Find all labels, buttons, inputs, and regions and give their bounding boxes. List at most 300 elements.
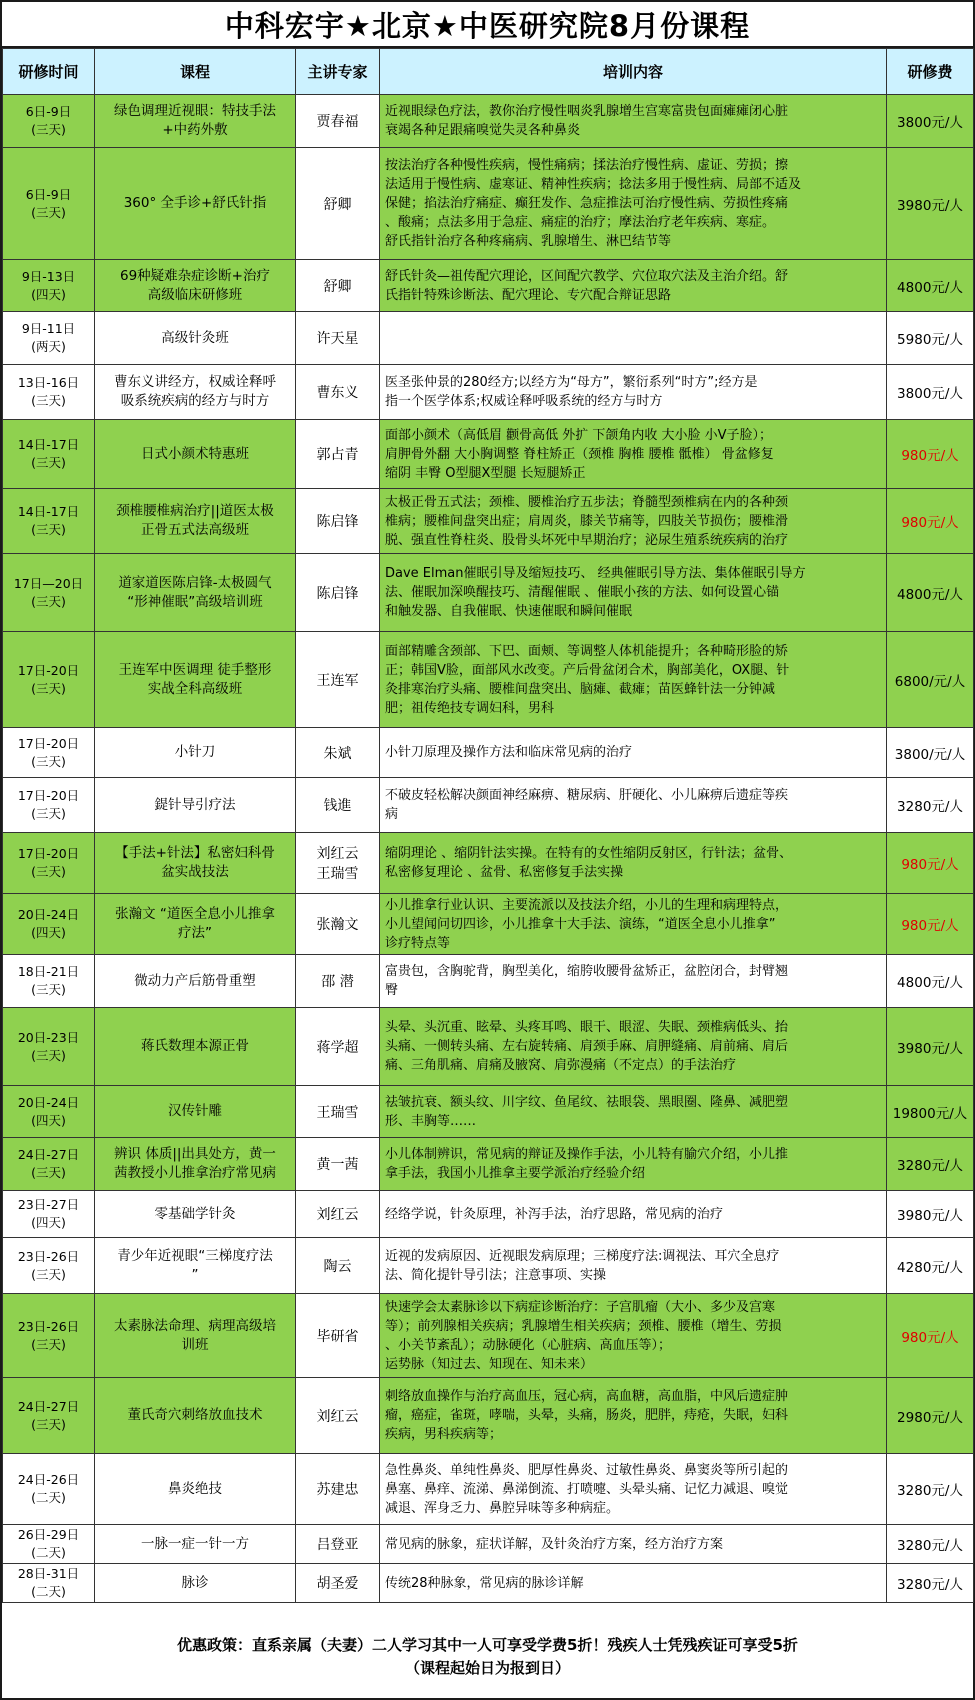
table-row: [3, 1378, 974, 1454]
expert-cell: [296, 1454, 380, 1525]
course-date-range: 26日-29日: [17, 1527, 80, 1542]
course-name-line: 王连军中医调理 徒手整形: [118, 661, 272, 678]
training-content-cell: [380, 955, 887, 1008]
expert-name: 王连军: [316, 672, 359, 689]
course-name-cell: [95, 1525, 296, 1564]
training-content-line: 法、催眠加深唤醒技巧、清醒催眠 、催眠小孩的方法、如何设置心锚: [385, 585, 780, 600]
course-date-range: 13日-16日: [17, 375, 80, 390]
course-name-line: “形神催眠”高级培训班: [127, 593, 263, 610]
expert-name: 曹东义: [316, 385, 359, 401]
course-name-cell: [95, 554, 296, 632]
expert-cell: [296, 554, 380, 632]
training-content-line: 小儿体制辨识，常见病的辩证及操作手法，小儿特有腧穴介绍，小儿推: [385, 1147, 789, 1162]
training-content-line: 鼻塞、鼻痒、流涕、鼻涕倒流、打喷嚏、头晕头痛、记忆力减退、嗅觉: [385, 1481, 789, 1497]
expert-name: 舒卿: [323, 278, 352, 295]
course-date-cell: [3, 1564, 95, 1603]
training-content-cell: [380, 1238, 887, 1294]
expert-cell: [296, 632, 380, 728]
start-date-note: （课程起始日为报到日）: [404, 1658, 570, 1677]
table-row: [3, 1525, 974, 1564]
training-content-line: 经络学说，针灸原理，补泻手法，治疗思路，常见病的治疗: [385, 1206, 724, 1222]
expert-name: 陈启锋: [316, 514, 359, 530]
course-name-line: 实战全科高级班: [147, 680, 243, 697]
training-content-line: 常见病的脉象，症状详解，及针灸治疗方案，经方治疗方案: [385, 1536, 724, 1552]
expert-cell: [296, 1378, 380, 1454]
expert-name: 王瑞雪: [316, 1104, 359, 1121]
expert-name: 苏建忠: [316, 1482, 359, 1498]
course-duration: (三天): [31, 1165, 66, 1180]
course-name-line: 鼻炎绝技: [168, 1480, 222, 1497]
course-name-line: 张瀚文 “道医全息小儿推拿: [115, 906, 275, 922]
training-content-cell: [380, 894, 887, 955]
training-content-line: 近视眼绿色疗法，教你治疗慢性咽炎乳腺增生宫寒富贵包面瘫瘫闭心脏: [385, 104, 789, 119]
table-row: [3, 1138, 974, 1191]
course-date-cell: [3, 420, 95, 489]
page-title: 中科宏宇★北京★中医研究院8月份课程: [2, 2, 973, 48]
course-name-cell: [95, 632, 296, 728]
training-content-line: 、小关节紊乱）；动脉硬化（心脏病、高血压等）；: [385, 1337, 672, 1353]
course-name-line: 道家道医陈启锋-太极圆气: [118, 574, 272, 591]
course-date-cell: [3, 955, 95, 1008]
expert-cell: [296, 778, 380, 833]
table-row: [3, 489, 974, 554]
expert-cell: [296, 833, 380, 894]
expert-cell: [296, 420, 380, 489]
course-name-line: 一脉一症一针一方: [141, 1535, 249, 1552]
training-content-cell: [380, 1086, 887, 1138]
expert-name: 王瑞雪: [316, 866, 359, 882]
course-date-cell: [3, 1294, 95, 1378]
course-date-range: 17日-20日: [17, 846, 80, 861]
course-date-cell: [3, 1008, 95, 1086]
training-content-line: 刺络放血操作与治疗高血压，冠心病，高血糖，高血脂，中风后遗症肿: [385, 1389, 789, 1404]
expert-name: 陈启锋: [316, 585, 359, 602]
expert-name: 蒋学超: [316, 1039, 359, 1056]
table-row: [3, 1294, 974, 1378]
training-content-line: 小儿推拿行业认识、主要流派以及技法介绍，小儿的生理和病理特点，: [385, 897, 789, 913]
training-content-cell: [380, 1525, 887, 1564]
course-name-line: 正骨五式法高级班: [141, 522, 249, 538]
course-fee: 980元/人: [887, 833, 974, 894]
course-date-cell: [3, 1191, 95, 1238]
course-date-cell: [3, 1086, 95, 1138]
expert-name: 郭占青: [316, 447, 359, 463]
expert-name: 许天星: [316, 331, 359, 347]
course-fee: 6800/元/人: [887, 632, 974, 728]
training-content-cell: [380, 1454, 887, 1525]
training-content-cell: [380, 148, 887, 260]
training-content-line: 痛、三角肌痛、肩痛及腋窝、肩弥漫痛（不定点）的手法治疗: [385, 1058, 737, 1073]
training-content-line: 缩阴 丰臀 O型腿X型腿 长短腿矫正: [385, 465, 586, 481]
course-duration: (二天): [31, 1545, 66, 1560]
course-name-line: +中药外敷: [162, 122, 228, 138]
course-name-line: 69种疑难杂症诊断+治疗: [120, 267, 270, 284]
course-duration: (三天): [31, 1266, 66, 1282]
course-fee: 4800元/人: [887, 260, 974, 312]
table-row: [3, 420, 974, 489]
course-fee: 3980元/人: [887, 1008, 974, 1086]
expert-name: 朱斌: [323, 745, 352, 762]
expert-name: 黄一茜: [316, 1157, 359, 1173]
course-duration: (三天): [31, 522, 66, 537]
expert-name: 刘红云: [316, 1207, 359, 1223]
course-fee: 2980元/人: [887, 1378, 974, 1454]
table-row: [3, 148, 974, 260]
expert-cell: [296, 1525, 380, 1564]
course-fee: 4280元/人: [887, 1238, 974, 1294]
training-content-line: 臀: [385, 983, 399, 998]
course-date-range: 20日-24日: [17, 1094, 80, 1110]
training-content-line: 运势脉（知过去、知现在、知未来）: [385, 1356, 594, 1372]
training-content-line: 正；韩国V脸，面部风水改变。产后骨盆闭合术，胸部美化，OX腿、针: [385, 662, 790, 678]
expert-name: 毕研省: [316, 1328, 359, 1345]
course-fee: 3280元/人: [887, 1454, 974, 1525]
course-date-range: 24日-27日: [17, 1147, 80, 1162]
training-content-line: 小儿望闻问切四诊，小儿推拿十大手法、演练，“道医全息小儿推拿”: [385, 916, 776, 932]
table-row: [3, 95, 974, 148]
course-fee: 3800元/人: [887, 95, 974, 148]
course-fee: 3980元/人: [887, 1191, 974, 1238]
training-content-line: 近视的发病原因、近视眼发病原理；三梯度疗法:调视法、耳穴全息疗: [385, 1248, 780, 1264]
course-duration: (三天): [31, 1416, 66, 1432]
training-content-line: 医圣张仲景的280经方;以经方为“母方”，繁衍系列“时方”;经方是: [385, 375, 758, 390]
course-duration: (三天): [31, 806, 66, 821]
course-fee: 4800元/人: [887, 955, 974, 1008]
course-name-line: 汉传针雕: [168, 1103, 222, 1119]
expert-name: 张瀚文: [316, 917, 359, 933]
course-duration: (三天): [31, 1336, 66, 1352]
training-content-line: 快速学会太素脉诊以下病症诊断治疗：子宫肌瘤（大小、多少及宫寒: [385, 1299, 776, 1315]
training-content-line: 法、简化提针导引法；注意事项、实操: [385, 1267, 607, 1283]
training-content-cell: [380, 1378, 887, 1454]
training-content-line: 减退、浑身乏力、鼻腔异味等多种病症。: [385, 1500, 620, 1516]
expert-cell: [296, 1294, 380, 1378]
table-header-row: [3, 49, 974, 95]
course-name-line: 青少年近视眼“三梯度疗法: [117, 1247, 273, 1264]
course-date-cell: [3, 260, 95, 312]
header-course: 课程: [95, 49, 296, 95]
course-duration: (四天): [31, 1112, 66, 1128]
table-row: [3, 1238, 974, 1294]
course-duration: (二天): [31, 1584, 66, 1599]
course-name-line: 太素脉法命理、病理高级培: [114, 1317, 276, 1334]
course-date-cell: [3, 95, 95, 148]
training-content-line: 面部小颜术（高低眉 颧骨高低 外扩 下颌角内收 大小脸 小V子脸）；: [385, 427, 773, 443]
training-content-line: 传统28种脉象，常见病的脉诊详解: [385, 1575, 584, 1591]
table-row: [3, 728, 974, 778]
course-date-cell: [3, 833, 95, 894]
training-content-line: 等）；前列腺相关疾病；乳腺增生相关疾病；颈椎、腰椎（增生、劳损: [385, 1318, 782, 1334]
course-name-line: 董氏奇穴刺络放血技术: [127, 1407, 263, 1423]
course-fee: 5980元/人: [887, 312, 974, 365]
training-content-line: 肥；祖传绝技专调妇科，男科: [385, 700, 555, 716]
course-fee: 3280元/人: [887, 1138, 974, 1191]
training-content-cell: [380, 1294, 887, 1378]
course-name-line: 小针刀: [174, 744, 216, 760]
training-content-line: 保健；掐法治疗痛症、癫狂发作、急症推法可治疗慢性病、劳损性疼痛: [385, 196, 789, 211]
course-duration: (三天): [31, 204, 66, 220]
course-date-cell: [3, 365, 95, 420]
training-content-line: 舒氏指针治疗各种疼痛病、乳腺增生、淋巴结节等: [385, 234, 672, 249]
training-content-line: 缩阴理论 、缩阴针法实操。在特有的女性缩阴反射区，行针法；盆骨、: [385, 846, 793, 861]
course-duration: (三天): [31, 455, 66, 470]
course-date-range: 18日-21日: [17, 964, 80, 979]
training-content-line: 按法治疗各种慢性疾病，慢性痛病；揉法治疗慢性病、虚证、劳损；擦: [385, 158, 789, 173]
table-row: [3, 312, 974, 365]
training-content-line: 头痛、一侧转头痛、左右旋转痛、肩颈手麻、肩胛缝痛、肩前痛、肩后: [385, 1039, 789, 1054]
training-content-cell: [380, 489, 887, 554]
course-date-range: 23日-26日: [17, 1318, 80, 1334]
table-row: [3, 1008, 974, 1086]
course-date-range: 9日-13日: [21, 268, 76, 284]
course-duration: (二天): [31, 1490, 66, 1505]
course-name-line: 训班: [181, 1336, 209, 1353]
course-name-line: 【手法+针法】私密妇科骨: [115, 845, 275, 861]
course-date-cell: [3, 1378, 95, 1454]
course-fee: 4800元/人: [887, 554, 974, 632]
expert-cell: [296, 1008, 380, 1086]
course-date-range: 17日-20日: [17, 735, 80, 751]
table-row: [3, 833, 974, 894]
training-content-line: 面部精雕含颈部、下巴、面颊、等调整人体机能提升；各种畸形脸的矫: [385, 643, 789, 659]
course-date-range: 23日-27日: [17, 1197, 80, 1212]
course-duration: (三天): [31, 1047, 66, 1063]
expert-name: 舒卿: [323, 196, 352, 213]
training-content-line: 瘤，癌症，雀斑，哮喘，头晕，头痛，肠炎，肥胖，痔疮，失眠，妇科: [385, 1408, 789, 1423]
course-name-cell: [95, 1238, 296, 1294]
course-date-range: 23日-26日: [17, 1248, 80, 1264]
course-name-line: 蒋氏数理本源正骨: [141, 1038, 249, 1054]
course-date-cell: [3, 1138, 95, 1191]
table-row: [3, 365, 974, 420]
course-date-range: 9日-11日: [21, 321, 76, 336]
course-name-cell: [95, 1191, 296, 1238]
course-date-cell: [3, 778, 95, 833]
training-content-cell: [380, 260, 887, 312]
course-date-range: 28日-31日: [17, 1566, 80, 1581]
course-name-cell: [95, 148, 296, 260]
expert-cell: [296, 95, 380, 148]
course-name-line: 曹东义讲经方，权威诠释呼: [114, 374, 276, 390]
expert-name: 胡圣爱: [316, 1576, 359, 1592]
training-content-cell: [380, 312, 887, 365]
course-date-cell: [3, 489, 95, 554]
course-date-range: 24日-26日: [17, 1472, 80, 1487]
course-name-line: 零基础学针灸: [154, 1205, 236, 1222]
course-duration: (三天): [31, 753, 66, 769]
course-name-cell: [95, 894, 296, 955]
course-table: [2, 48, 974, 1603]
course-date-cell: [3, 554, 95, 632]
expert-cell: [296, 728, 380, 778]
course-table-body: [3, 95, 974, 1603]
course-duration: (四天): [31, 1215, 66, 1230]
training-content-line: 私密修复理论 、盆骨、私密修复手法实操: [385, 865, 624, 880]
table-row: [3, 1191, 974, 1238]
training-content-line: 祛皱抗衰、额头纹、川字纹、鱼尾纹、祛眼袋、黑眼圈、隆鼻、减肥塑: [385, 1094, 789, 1110]
course-name-line: 疗法”: [178, 925, 212, 941]
training-content-line: 舒氏针灸—祖传配穴理论，区间配穴教学、穴位取穴法及主治介绍。舒: [385, 268, 789, 284]
training-content-line: 不破皮轻松解决颜面神经麻痹、糖尿病、肝硬化、小儿麻痹后遗症等疾: [385, 788, 789, 803]
course-name-cell: [95, 489, 296, 554]
training-content-line: 氏指针特殊诊断法、配穴理论、专穴配合辩证思路: [385, 287, 672, 303]
training-content-cell: [380, 833, 887, 894]
course-duration: (四天): [31, 286, 66, 302]
course-fee: 980元/人: [887, 420, 974, 489]
expert-name: 刘红云: [316, 1408, 359, 1425]
table-row: [3, 632, 974, 728]
training-content-cell: [380, 95, 887, 148]
course-fee: 19800元/人: [887, 1086, 974, 1138]
training-content-cell: [380, 554, 887, 632]
expert-cell: [296, 1086, 380, 1138]
table-row: [3, 1564, 974, 1603]
table-row: [3, 894, 974, 955]
course-fee: 980元/人: [887, 894, 974, 955]
table-row: [3, 554, 974, 632]
training-content-cell: [380, 420, 887, 489]
training-content-cell: [380, 1138, 887, 1191]
course-date-range: 14日-17日: [17, 504, 80, 519]
course-name-line: 高级临床研修班: [147, 286, 243, 303]
course-date-cell: [3, 1238, 95, 1294]
training-content-cell: [380, 778, 887, 833]
course-name-cell: [95, 420, 296, 489]
training-content-cell: [380, 365, 887, 420]
course-name-cell: [95, 312, 296, 365]
discount-policy-text: 优惠政策：直系亲属（夫妻）二人学习其中一人可享受学费5折！残疾人士凭残疾证可享受5折: [177, 1635, 798, 1654]
training-content-line: 脱、强直性脊柱炎、股骨头坏死中早期治疗；泌尿生殖系统疾病的治疗: [385, 532, 789, 548]
course-date-range: 20日-23日: [17, 1029, 80, 1045]
training-content-line: 急性鼻炎、单纯性鼻炎、肥厚性鼻炎、过敏性鼻炎、鼻窦炎等所引起的: [385, 1462, 789, 1478]
course-date-range: 17日-20日: [17, 788, 80, 803]
training-content-cell: [380, 1191, 887, 1238]
course-date-range: 20日-24日: [17, 907, 80, 922]
training-content-line: 椎病；腰椎间盘突出症；肩周炎，膝关节痛等，四肢关节损伤；腰椎滑: [385, 513, 789, 529]
course-name-cell: [95, 95, 296, 148]
expert-cell: [296, 365, 380, 420]
course-name-line: 茜教授小儿推拿治疗常见病: [114, 1165, 276, 1181]
expert-name: 邵 潜: [321, 974, 354, 990]
course-name-cell: [95, 1294, 296, 1378]
course-duration: (四天): [31, 925, 66, 940]
course-date-range: 6日-9日: [25, 104, 72, 119]
course-duration: (三天): [31, 122, 66, 137]
training-content-line: 太极正骨五式法；颈椎、腰椎治疗五步法；脊髓型颈椎病在内的各种颈: [385, 494, 789, 510]
training-content-line: 和触发器、自我催眠、快速催眠和瞬间催眠: [385, 604, 633, 619]
training-content-line: 富贵包，含胸驼背，胸型美化，缩胯收腰骨盆矫正，盆腔闭合，封臂翘: [385, 964, 789, 979]
course-duration: (三天): [31, 864, 66, 879]
course-date-cell: [3, 894, 95, 955]
course-date-range: 17日—20日: [13, 575, 84, 591]
training-content-line: 衰竭各种足跟痛嗅觉失灵各种鼻炎: [385, 123, 581, 138]
training-content-line: Dave Elman催眠引导及缩短技巧、 经典催眠引导方法、集体催眠引导方: [385, 566, 806, 581]
expert-cell: [296, 260, 380, 312]
course-date-range: 24日-27日: [17, 1398, 80, 1414]
expert-cell: [296, 1138, 380, 1191]
training-content-line: 疾病，男科疾病等；: [385, 1427, 503, 1442]
course-date-range: 6日-9日: [25, 186, 72, 202]
course-date-cell: [3, 632, 95, 728]
expert-cell: [296, 312, 380, 365]
course-duration: (三天): [31, 982, 66, 997]
course-name-line: ”: [191, 1266, 199, 1283]
expert-cell: [296, 148, 380, 260]
course-fee: 3280元/人: [887, 778, 974, 833]
training-content-line: 肩胛骨外翻 大小胸调整 脊柱矫正（颈椎 胸椎 腰椎 骶椎） 骨盆修复: [385, 446, 774, 462]
training-content-line: 拿手法，我国小儿推拿主要学派治疗经验介绍: [385, 1166, 646, 1181]
course-duration: (三天): [31, 680, 66, 696]
course-name-cell: [95, 1454, 296, 1525]
training-content-line: 形、丰胸等……: [385, 1113, 477, 1129]
training-content-line: 头晕、头沉重、眩晕、头疼耳鸣、眼干、眼涩、失眠、颈椎病低头、抬: [385, 1020, 789, 1035]
training-content-line: 小针刀原理及操作方法和临床常见病的治疗: [385, 745, 633, 760]
expert-cell: [296, 1564, 380, 1603]
course-name-line: 盆实战技法: [161, 864, 229, 880]
expert-cell: [296, 1238, 380, 1294]
table-row: [3, 955, 974, 1008]
header-expert: 主讲专家: [296, 49, 380, 95]
training-content-cell: [380, 1008, 887, 1086]
course-name-line: 鍉针导引疗法: [154, 796, 236, 813]
training-content-line: 诊疗特点等: [385, 935, 451, 951]
expert-cell: [296, 894, 380, 955]
course-name-line: 吸系统疾病的经方与时方: [120, 393, 270, 409]
course-name-line: 辨识 体质||出具处方，黄一: [114, 1146, 276, 1162]
expert-cell: [296, 955, 380, 1008]
training-content-line: 病: [385, 807, 399, 822]
training-content-cell: [380, 728, 887, 778]
course-name-cell: [95, 728, 296, 778]
course-name-line: 绿色调理近视眼：特技手法: [114, 103, 276, 119]
course-name-cell: [95, 955, 296, 1008]
course-fee: 980元/人: [887, 1294, 974, 1378]
course-fee: 3280元/人: [887, 1564, 974, 1603]
course-duration: (三天): [31, 393, 66, 408]
course-date-cell: [3, 148, 95, 260]
training-content-line: 、酸痛；点法多用于急症、痛症的治疗；摩法治疗老年疾病、寒症。: [385, 215, 776, 230]
expert-cell: [296, 489, 380, 554]
course-name-cell: [95, 1564, 296, 1603]
course-date-range: 17日-20日: [17, 662, 80, 678]
course-date-cell: [3, 312, 95, 365]
course-name-cell: [95, 365, 296, 420]
course-date-range: 14日-17日: [17, 437, 80, 452]
course-name-line: 高级针灸班: [161, 329, 229, 346]
expert-name: 钱進: [323, 798, 352, 814]
header-content: 培训内容: [380, 49, 887, 95]
course-name-cell: [95, 833, 296, 894]
course-fee: 980元/人: [887, 489, 974, 554]
course-date-cell: [3, 728, 95, 778]
table-row: [3, 260, 974, 312]
header-fee: 研修费: [887, 49, 974, 95]
training-content-line: 指一个医学体系;权威诠释呼吸系统的经方与时方: [385, 394, 663, 409]
expert-name: 刘红云: [316, 846, 359, 862]
course-name-cell: [95, 1086, 296, 1138]
course-date-cell: [3, 1525, 95, 1564]
discount-policy-footer: [2, 1615, 973, 1698]
course-name-line: 360° 全手诊+舒氏针指: [123, 195, 267, 211]
course-fee: 3280元/人: [887, 1525, 974, 1564]
course-duration: (三天): [31, 593, 66, 609]
table-row: [3, 1454, 974, 1525]
course-duration: (两天): [31, 339, 66, 354]
course-name-line: 微动力产后筋骨重塑: [134, 972, 256, 989]
course-fee: 3800/元/人: [887, 728, 974, 778]
course-fee: 3800元/人: [887, 365, 974, 420]
course-name-cell: [95, 1378, 296, 1454]
